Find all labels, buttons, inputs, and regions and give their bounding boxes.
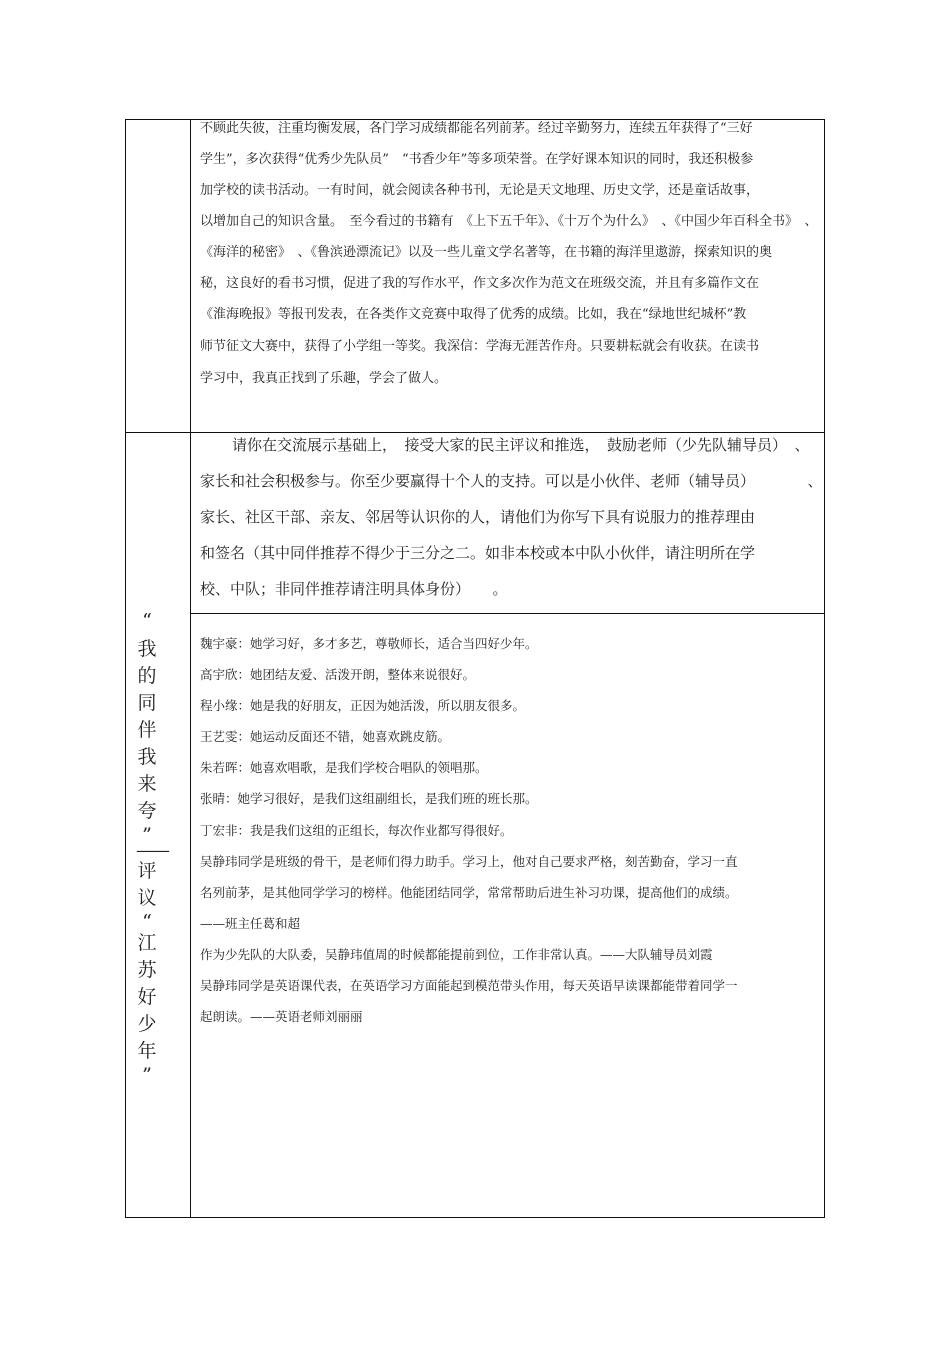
recommendation-signature: ——班主任葛和超 [200, 916, 301, 931]
side-label-char: 好 [137, 986, 157, 1008]
side-label-char: ” [142, 824, 152, 846]
recommendation-line: 程小缘：她是我的好朋友，正因为她活泼，所以朋友很多。 [200, 698, 526, 713]
recommendation-line: 丁宏非：我是我们这组的正组长，每次作业都写得很好。 [200, 823, 513, 838]
recommendation-line: 作为少先队的大队委，吴静玮值周的时候都能提前到位，工作非常认真。——大队辅导员刘霞 [200, 947, 713, 962]
side-label-char: ” [142, 1064, 152, 1086]
side-label-char: 夸 [137, 800, 157, 822]
instruction-line: 校、中队；非同伴推荐请注明具体身份） 。 [200, 580, 508, 598]
intro-line: 加学校的读书活动。一有时间，就会阅读各种书刊，无论是天文地理、历史文学，还是童话故事， [200, 183, 760, 198]
side-label-char: “ [142, 610, 152, 632]
side-label-char: 评 [137, 860, 157, 882]
intro-line: 学习中，我真正找到了乐趣，学会了做人。 [200, 371, 448, 386]
recommendation-line: 王艺雯：她运动反面还不错，她喜欢跳皮筋。 [200, 729, 451, 744]
instruction-line: 家长和社会积极参与。你至少要赢得十个人的支持。可以是小伙伴、老师（辅导员） 、 [200, 472, 823, 490]
recommendation-line: 起朗读。——英语老师刘丽丽 [200, 1009, 363, 1024]
recommendation-line: 张晴：她学习很好，是我们这组副组长，是我们班的班长那。 [200, 791, 538, 806]
instruction-line: 请你在交流展示基础上， 接受大家的民主评议和推选， 鼓励老师（少先队辅导员） 、 [232, 436, 810, 454]
table-right-border [824, 119, 825, 1218]
intro-line: 学生”，多次获得“优秀少先队员” “书香少年”等多项荣誉。在学好课本知识的同时，我还积极参 [200, 152, 754, 167]
side-label-char: 我 [137, 638, 157, 660]
side-label-char: 少 [137, 1013, 157, 1035]
intro-line: 秘，这良好的看书习惯，促进了我的写作水平，作文多次作为范文在班级交流，并且有多篇作文在 [200, 276, 760, 291]
table-inner-divider [190, 613, 825, 614]
side-label-char: “ [142, 911, 152, 933]
table-bottom-border [125, 1217, 825, 1218]
side-label-dash: —— [136, 840, 168, 861]
table-row-divider [125, 432, 825, 433]
table-left-border [125, 119, 126, 1218]
recommendation-line: 吴静玮同学是班级的骨干，是老师们得力助手。学习上，他对自己要求严格，刻苦勤奋，学习一直 [200, 854, 738, 869]
side-label-char: 伴 [137, 719, 157, 741]
intro-line: 师节征文大赛中，获得了小学组一等奖。我深信：学海无涯苦作舟。只要耕耘就会有收获。在读书 [200, 339, 760, 354]
side-label-char: 苏 [137, 959, 157, 981]
recommendation-line: 吴静玮同学是英语课代表，在英语学习方面能起到模范带头作用，每天英语早读课都能带着同学一 [200, 978, 738, 993]
instruction-line: 家长、社区干部、亲友、邻居等认识你的人，请他们为你写下具有说服力的推荐理由 [200, 508, 756, 526]
recommendation-line: 朱若晖：她喜欢唱歌，是我们学校合唱队的领唱那。 [200, 760, 488, 775]
intro-line: 以增加自己的知识含量。 至今看过的书籍有 《上下五千年》、《十万个为什么》 、《中国少年百科全书》 、 [200, 214, 818, 229]
intro-line: 不顾此失彼，注重均衡发展，各门学习成绩都能名列前茅。经过辛勤努力，连续五年获得了“三好 [200, 121, 753, 136]
intro-line: 《海洋的秘密》 、《鲁滨逊漂流记》以及一些儿童文学名著等，在书籍的海洋里遨游，探索知识的奥 [200, 245, 773, 260]
side-label-char: 来 [137, 773, 157, 795]
side-label-char: 的 [137, 665, 157, 687]
side-label-char: 议 [137, 887, 157, 909]
side-label-char: 同 [137, 692, 157, 714]
recommendation-line: 高宇欣：她团结友爱、活泼开朗，整体来说很好。 [200, 667, 476, 682]
intro-line: 《淮海晚报》等报刊发表，在各类作文竞赛中取得了优秀的成绩。比如，我在“绿地世纪城杯”教 [200, 307, 747, 322]
recommendation-line: 名列前茅，是其他同学学习的榜样。他能团结同学，常常帮助后进生补习功课，提高他们的成绩。 [200, 885, 738, 900]
table-column-divider [190, 119, 191, 1218]
side-label-char: 江 [137, 932, 157, 954]
recommendation-line: 魏宇豪：她学习好，多才多艺，尊敬师长，适合当四好少年。 [200, 636, 538, 651]
instruction-line: 和签名（其中同伴推荐不得少于三分之二。如非本校或本中队小伙伴，请注明所在学 [200, 544, 756, 562]
side-label-char: 年 [137, 1040, 157, 1062]
side-label-char: 我 [137, 746, 157, 768]
